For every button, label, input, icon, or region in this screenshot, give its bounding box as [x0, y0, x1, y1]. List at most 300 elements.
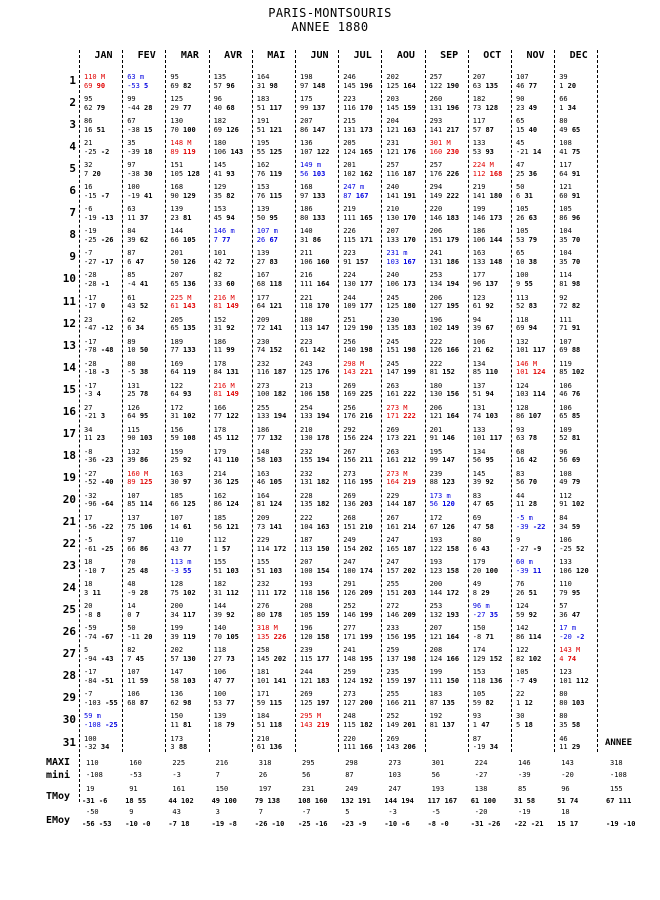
tmax-value: -27	[84, 469, 97, 478]
maxi-value: 318	[258, 759, 272, 767]
maxi-value: 298	[345, 759, 358, 767]
day-cell-jan	[84, 183, 126, 200]
day-cell-jun	[300, 205, 342, 222]
day-cell-jul	[343, 735, 385, 752]
tmax-value: 97	[127, 536, 136, 545]
tmin-tmean-value: -38 30	[127, 169, 153, 178]
tmin-tmean-value: 27 73	[213, 654, 235, 663]
tmin-tmean-value: 69 88	[559, 346, 581, 355]
day-cell-avr	[214, 580, 256, 597]
tmin-tmean-value: 149 222	[429, 191, 460, 200]
day-cell-jul	[343, 161, 385, 178]
tmin-tmean-value: 157 202	[386, 566, 416, 575]
day-cell-nov	[516, 382, 558, 399]
tmin-tmean-value: 61 142	[300, 346, 326, 355]
day-cell-sep	[430, 271, 472, 288]
tmin-tmean-value: 45 94	[213, 213, 235, 222]
tmax-value: 222	[429, 337, 443, 346]
day-cell-sep	[430, 294, 472, 311]
tmax-value: 107	[127, 491, 140, 500]
tmin-tmean-value: 31 86	[300, 235, 322, 244]
day-cell-jul	[343, 117, 385, 134]
day-cell-avr	[214, 470, 256, 487]
tmax-value: 106	[213, 668, 227, 677]
day-cell-dec	[559, 73, 601, 90]
tmin-tmean-value: 116 195	[343, 478, 373, 487]
day-cell-oct	[473, 602, 515, 619]
tmin-tmean-value: 116 187	[256, 368, 287, 377]
tmax-value: 100	[84, 734, 97, 743]
day-cell-jan	[84, 73, 126, 90]
day-cell-jun	[300, 426, 342, 443]
tmin-tmean-value: 45 112	[213, 434, 239, 443]
tmax-value: 104	[559, 227, 572, 236]
tmax-value: 140	[213, 624, 227, 633]
tmin-tmean-value: 39 92	[213, 610, 235, 619]
tmax-value: 210	[256, 734, 270, 743]
day-cell-mai	[257, 602, 299, 619]
day-cell-avr	[214, 95, 256, 112]
day-cell-jun	[300, 95, 342, 112]
day-cell-avr	[214, 360, 256, 377]
day-cell-nov	[516, 426, 558, 443]
day-cell-jun	[300, 646, 342, 663]
tmax-value: 106	[559, 381, 572, 390]
tmin-tmean-value: 161 212	[386, 456, 416, 465]
day-cell-dec	[559, 161, 601, 178]
tmax-value: 273 M	[386, 469, 408, 478]
tmin-tmean-value: 69 94	[516, 324, 538, 333]
month-header-mar: MAR	[180, 50, 199, 61]
tmax-value: 34	[84, 425, 93, 434]
tmin-tmean-value: -3 4	[84, 390, 101, 399]
tmin-tmean-value: 113 150	[300, 544, 330, 553]
tmin-tmean-value: 51 94	[472, 390, 494, 399]
tmin-tmean-value: -9 28	[127, 588, 149, 597]
tmax-value: 105	[472, 690, 486, 699]
tmin-tmean-value: 84 131	[213, 368, 239, 377]
day-cell-jan	[84, 668, 126, 685]
tmin-tmean-value: 62 98	[170, 698, 192, 707]
tmax-value: 82	[213, 271, 223, 280]
tmax-value: 136	[300, 139, 313, 148]
tmin-tmean-value: 140 198	[343, 346, 373, 355]
tmax-value: 23	[84, 315, 93, 324]
day-cell-fev	[127, 249, 169, 266]
tmax-value: 301 M	[429, 139, 451, 148]
tmax-value: 214	[213, 469, 227, 478]
day-cell-fev	[127, 668, 169, 685]
tmin-tmean-value: 111 172	[256, 588, 287, 597]
tmax-value: 183	[429, 690, 443, 699]
tmin-tmean-value: 65 136	[170, 279, 196, 288]
day-cell-mai	[257, 690, 299, 707]
tmin-tmean-value: 62 79	[84, 103, 106, 112]
tmin-tmean-value: 6 43	[472, 544, 490, 553]
tmax-value: 80	[559, 712, 568, 721]
mini-value: -27	[474, 771, 488, 779]
tmax-value: 231	[386, 139, 400, 148]
day-cell-mai	[257, 316, 299, 333]
tmin-tmean-value: 23 81	[170, 213, 192, 222]
tmin-tmean-value: 166 211	[386, 698, 416, 707]
tmax-value: 182	[472, 95, 486, 104]
day-cell-jan	[84, 271, 126, 288]
day-cell-jul	[343, 690, 385, 707]
tmax-value: 96	[213, 95, 223, 104]
day-cell-nov	[516, 492, 558, 509]
tmin-tmean-value: 9 55	[516, 279, 533, 288]
tmax-value: 100	[516, 271, 529, 280]
day-cell-dec	[559, 404, 601, 421]
day-cell-nov	[516, 514, 558, 531]
day-cell-mai	[257, 536, 299, 553]
tmin-tmean-value: 171 222	[386, 412, 416, 421]
day-cell-jun	[300, 249, 342, 266]
day-cell-oct	[473, 426, 515, 443]
day-cell-nov	[516, 668, 558, 685]
day-cell-sep	[430, 426, 472, 443]
tmax-value: 193	[300, 580, 313, 589]
tmax-value: 166	[213, 403, 227, 412]
emoy-value: -56 -53	[82, 820, 112, 828]
tmax-value: 220	[343, 734, 356, 743]
tmax-value: 187	[300, 536, 313, 545]
tmin-tmean-value: 59 108	[170, 434, 196, 443]
day-cell-mai	[257, 95, 299, 112]
tmin-tmean-value: 141 180	[472, 191, 503, 200]
day-cell-nov	[516, 338, 558, 355]
tmax-value: 225 M	[170, 293, 192, 302]
day-cell-fev	[127, 338, 169, 355]
day-cell-jul	[343, 294, 385, 311]
day-cell-jun	[300, 161, 342, 178]
day-cell-mar	[170, 161, 212, 178]
tmin-tmean-value: 156 224	[343, 434, 373, 443]
day-cell-dec	[559, 646, 601, 663]
month-header-mai: MAI	[267, 50, 286, 61]
day-cell-avr	[214, 690, 256, 707]
tmax-value: 224	[343, 271, 356, 280]
tmin-tmean-value: 57 87	[472, 125, 494, 134]
day-cell-sep	[430, 624, 472, 641]
tmax-value: 107	[170, 514, 184, 522]
tmax-value: 106	[127, 690, 140, 699]
tmin-tmean-value: 105 128	[170, 169, 200, 178]
tmin-tmean-value: 76 115	[256, 191, 283, 200]
tmax-value: 118	[213, 646, 227, 655]
tmin-tmean-value: 114 172	[256, 544, 287, 553]
day-cell-sep	[430, 690, 472, 707]
tmax-value: 107	[127, 668, 140, 677]
tmin-tmean-value: 1 47	[472, 720, 490, 729]
tmax-value: -17	[84, 668, 97, 677]
day-cell-avr	[214, 536, 256, 553]
tmax-value: 185	[213, 514, 227, 522]
day-number: 4	[69, 140, 76, 154]
tmax-value: 247 m	[343, 183, 365, 192]
day-cell-sep	[430, 249, 472, 266]
tmax-value: 241	[429, 249, 443, 258]
tmin-tmean-value: -39 -22	[516, 522, 546, 531]
tmin-tmean-value: 49 65	[559, 125, 581, 134]
tmax-value: 124	[516, 602, 529, 611]
tmax-value: -7	[84, 249, 93, 258]
day-cell-nov	[516, 183, 558, 200]
tmin-tmean-value: -84 -51	[84, 676, 114, 685]
day-cell-aou	[386, 271, 428, 288]
emoy-value: -19 -10	[606, 820, 636, 828]
day-cell-jan	[84, 139, 126, 156]
tmin-tmean-value: 131 182	[300, 478, 330, 487]
tmin-tmean-value: 59 92	[516, 610, 538, 619]
day-cell-oct	[473, 580, 515, 597]
day-cell-sep	[430, 712, 472, 729]
tmax-value: 63 m	[127, 73, 145, 81]
tmax-value: 259	[343, 668, 356, 677]
day-cell-avr	[214, 404, 256, 421]
day-cell-fev	[127, 227, 169, 244]
tmin-tmean-value: 71 91	[559, 324, 581, 333]
tmin-tmean-value: 103 167	[386, 257, 416, 266]
day-cell-jan	[84, 602, 126, 619]
tmoy-value: 51 74	[557, 797, 579, 805]
day-cell-fev	[127, 514, 169, 531]
day-cell-mar	[170, 404, 212, 421]
day-cell-aou	[386, 492, 428, 509]
tmin-tmean-value: 25 48	[127, 566, 149, 575]
tmax-value: 145	[213, 161, 227, 170]
tmin-tmean-value: 106 158	[300, 390, 330, 399]
tmin-tmean-value: 50 95	[256, 213, 278, 222]
day-cell-dec	[559, 558, 601, 575]
day-cell-jan	[84, 492, 126, 509]
day-cell-fev	[127, 646, 169, 663]
day-number: 3	[69, 118, 76, 132]
tmax-value: 177	[256, 293, 270, 302]
tmin-tmean-value: 30 97	[170, 478, 192, 487]
tmin-tmean-value: 77 133	[170, 346, 196, 355]
day-cell-aou	[386, 602, 428, 619]
tmax-value: 162	[213, 491, 227, 500]
tmoy-top-value: 249	[345, 785, 358, 793]
tmin-tmean-value: -15 -7	[84, 191, 110, 200]
day-cell-jan	[84, 558, 126, 575]
day-cell-oct	[473, 139, 515, 156]
tmin-tmean-value: 131 173	[343, 125, 373, 134]
tmax-value: 172	[429, 514, 443, 522]
tmin-tmean-value: 67 126	[429, 522, 455, 531]
day-cell-nov	[516, 646, 558, 663]
day-cell-dec	[559, 316, 601, 333]
tmin-tmean-value: 143 219	[300, 720, 330, 729]
tmax-value: 48	[127, 580, 136, 589]
tmin-tmean-value: 130 156	[429, 390, 460, 399]
tmax-value: 57	[559, 602, 568, 611]
day-cell-mar	[170, 73, 212, 90]
tmin-tmean-value: 115 182	[343, 720, 373, 729]
tmax-value: 20	[84, 602, 93, 611]
emoy-top-value: -50	[86, 808, 99, 816]
day-cell-dec	[559, 227, 601, 244]
day-cell-sep	[430, 227, 472, 244]
day-cell-jan	[84, 360, 126, 377]
day-cell-mar	[170, 602, 212, 619]
tmin-tmean-value: 146 199	[343, 610, 373, 619]
maxi-value: 225	[172, 759, 186, 767]
tmin-tmean-value: -25 -2	[84, 147, 110, 156]
tmin-tmean-value: 6 31	[516, 191, 533, 200]
tmax-value: 92	[559, 293, 568, 302]
tmax-value: 66	[559, 95, 568, 104]
day-cell-aou	[386, 161, 428, 178]
day-number: 21	[62, 515, 76, 528]
day-cell-fev	[127, 117, 169, 134]
tmax-value: 253	[429, 271, 443, 280]
tmin-tmean-value: -3 55	[170, 566, 192, 575]
tmax-value: 109	[559, 425, 572, 434]
tmax-value: 117	[472, 117, 486, 126]
tmin-tmean-value: 145 159	[386, 103, 416, 112]
tmoy-value: 108 160	[298, 797, 328, 805]
day-cell-aou	[386, 316, 428, 333]
tmax-value: 18	[84, 580, 93, 589]
day-cell-mai	[257, 712, 299, 729]
tmoy-value: 49 100	[211, 797, 237, 805]
tmax-value: 110	[559, 580, 572, 589]
day-cell-aou	[386, 712, 428, 729]
tmax-value: 131	[127, 381, 140, 390]
tmax-value: 50	[516, 183, 525, 192]
tmax-value: 293	[429, 117, 443, 126]
tmin-tmean-value: -44 28	[127, 103, 153, 112]
tmin-tmean-value: 111 164	[300, 279, 330, 288]
maxi-value: 318	[610, 759, 623, 767]
tmin-tmean-value: 113 147	[300, 324, 330, 333]
day-cell-avr	[214, 73, 256, 90]
tmax-value: 27	[84, 403, 93, 412]
tmin-tmean-value: 80 133	[300, 213, 326, 222]
day-cell-jul	[343, 514, 385, 531]
tmax-value: 104	[559, 249, 572, 258]
tmax-value: 87	[472, 734, 482, 743]
day-number: 14	[62, 360, 76, 374]
day-cell-fev	[127, 404, 169, 421]
tmax-value: 210	[386, 205, 400, 214]
tmax-value: 240	[386, 183, 400, 192]
tmin-tmean-value: 122 158	[429, 544, 460, 553]
tmax-value: -7	[84, 690, 93, 699]
tmax-value: 258	[256, 646, 270, 655]
tmin-tmean-value: 87 135	[429, 698, 455, 707]
day-cell-sep	[430, 404, 472, 421]
column-separator	[79, 50, 80, 802]
tmin-tmean-value: 131 196	[429, 103, 460, 112]
day-cell-avr	[214, 227, 256, 244]
tmax-value: 63	[127, 205, 136, 214]
mini-value: -53	[129, 771, 142, 779]
tmax-value: 257	[386, 161, 400, 170]
tmax-value: 146 m	[213, 227, 235, 236]
day-cell-nov	[516, 448, 558, 465]
tmin-tmean-value: 125 180	[386, 302, 416, 310]
tmax-value: 128	[170, 580, 184, 589]
tmin-tmean-value: 137 198	[386, 654, 416, 663]
tmin-tmean-value: 144 172	[429, 588, 460, 597]
tmin-tmean-value: 29 77	[170, 103, 192, 112]
tmin-tmean-value: 130 177	[343, 279, 373, 288]
tmin-tmean-value: -27 35	[472, 610, 499, 619]
tmax-value: 163	[472, 249, 486, 258]
tmoy-value: 79 138	[254, 797, 281, 805]
day-cell-dec	[559, 95, 601, 112]
tmin-tmean-value: 3 11	[84, 588, 101, 597]
day-cell-mai	[257, 492, 299, 509]
tmin-tmean-value: -28 -1	[84, 279, 110, 288]
tmin-tmean-value: 60 91	[559, 191, 581, 200]
day-cell-jul	[343, 712, 385, 729]
tmax-value: 232	[300, 469, 313, 478]
day-number: 11	[62, 294, 76, 308]
tmax-value: 107 m	[256, 227, 278, 236]
tmax-value: 199	[170, 624, 184, 633]
tmin-tmean-value: 39 62	[127, 235, 149, 244]
tmax-value: 239	[300, 646, 313, 655]
tmin-tmean-value: 46 77	[516, 81, 538, 90]
tmin-tmean-value: 143 206	[386, 743, 416, 751]
tmin-tmean-value: 64 91	[559, 169, 581, 178]
day-cell-dec	[559, 338, 601, 355]
day-cell-jul	[343, 338, 385, 355]
tmax-value: 235	[386, 668, 400, 677]
day-cell-mar	[170, 536, 212, 553]
day-cell-dec	[559, 624, 601, 641]
tmin-tmean-value: 72 141	[256, 324, 283, 333]
tmin-tmean-value: -19 41	[127, 191, 153, 200]
tmax-value: 247	[343, 558, 356, 567]
day-cell-mai	[257, 139, 299, 156]
tmin-tmean-value: 64 93	[170, 390, 192, 399]
tmax-value: 86	[84, 117, 93, 126]
day-cell-jul	[343, 646, 385, 663]
emoy-value: -7 18	[168, 820, 190, 828]
tmin-tmean-value: 161 222	[386, 390, 416, 399]
tmin-tmean-value: 124 166	[429, 654, 460, 663]
tmin-tmean-value: 80 103	[559, 698, 585, 707]
tmin-tmean-value: 112 168	[472, 169, 503, 178]
day-cell-avr	[214, 117, 256, 134]
tmin-tmean-value: 25 78	[127, 390, 149, 399]
maxi-value: 143	[561, 759, 574, 767]
tmin-tmean-value: 118 136	[472, 676, 503, 685]
tmax-value: 206	[429, 293, 443, 302]
tmax-value: 221	[300, 293, 313, 302]
tmax-value: 133	[472, 425, 486, 434]
tmax-value: 108	[559, 469, 572, 478]
day-cell-dec	[559, 514, 601, 531]
tmin-tmean-value: 86 147	[300, 125, 326, 134]
month-header-nov: NOV	[526, 50, 545, 61]
day-cell-fev	[127, 580, 169, 597]
day-cell-aou	[386, 514, 428, 531]
day-cell-oct	[473, 316, 515, 333]
tmax-value: 207	[429, 624, 443, 633]
tmin-tmean-value: 36 125	[213, 478, 239, 487]
tmin-tmean-value: 124 192	[343, 676, 373, 685]
mini-value: 87	[345, 771, 354, 779]
tmin-tmean-value: 53 79	[516, 235, 538, 244]
tmax-value: 177	[472, 271, 486, 280]
